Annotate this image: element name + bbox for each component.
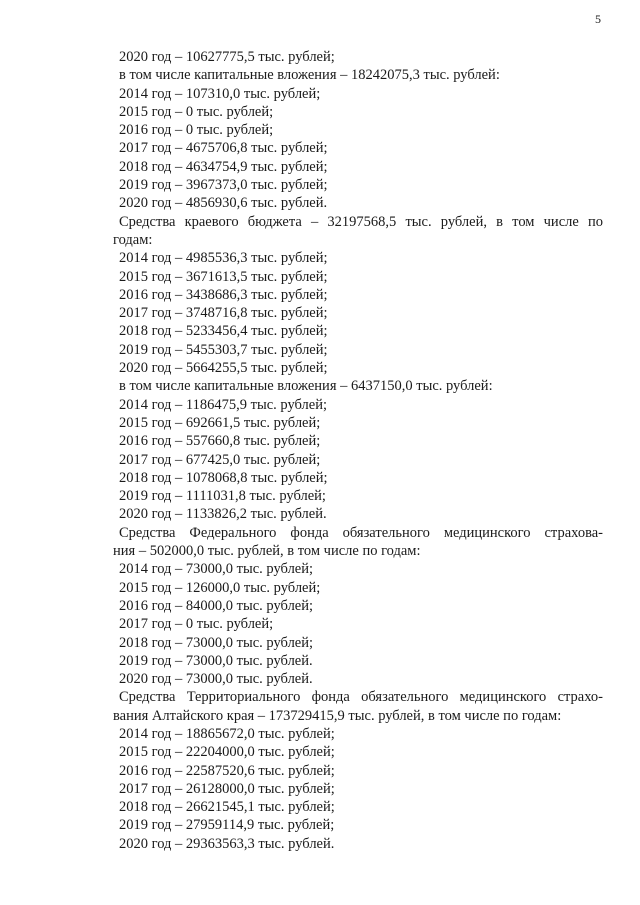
text-line: 2014 год – 1186475,9 тыс. рублей; (119, 396, 327, 413)
text-line: 2018 год – 73000,0 тыс. рублей; (119, 634, 314, 651)
text-line: 2019 год – 5455303,7 тыс. рублей; (119, 341, 328, 358)
text-line: 2016 год – 557660,8 тыс. рублей; (119, 433, 321, 450)
text-line: 2020 год – 1133826,2 тыс. рублей. (119, 506, 327, 523)
text-line: 2014 год – 18865672,0 тыс. рублей; (119, 725, 335, 742)
text-line: 2018 год – 1078068,8 тыс. рублей; (119, 469, 328, 486)
paragraph (113, 213, 603, 250)
text-line: 2015 год – 126000,0 тыс. рублей; (119, 579, 321, 596)
text-line: 2019 год – 3967373,0 тыс. рублей; (119, 177, 328, 194)
text-line: 2018 год – 4634754,9 тыс. рублей; (119, 158, 328, 175)
paragraph (113, 524, 603, 561)
text-line: 2020 год – 4856930,6 тыс. рублей. (119, 195, 328, 212)
text-line: 2015 год – 0 тыс. рублей; (119, 103, 274, 120)
text-line: 2015 год – 22204000,0 тыс. рублей; (119, 744, 335, 761)
text-line: 2016 год – 3438686,3 тыс. рублей; (119, 286, 328, 303)
text-line: 2020 год – 5664255,5 тыс. рублей; (119, 360, 328, 377)
text-line: в том числе капитальные вложения – 6437150,0 тыс. рублей: (119, 378, 493, 395)
paragraph-continuation: ния – 502000,0 тыс. рублей, в том числе по годам: (113, 543, 421, 560)
document-body (113, 48, 603, 853)
text-line: 2017 год – 26128000,0 тыс. рублей; (119, 780, 335, 797)
text-line: 2018 год – 26621545,1 тыс. рублей; (119, 799, 335, 816)
text-line: 2019 год – 27959114,9 тыс. рублей; (119, 817, 335, 834)
text-line: 2019 год – 1111031,8 тыс. рублей; (119, 488, 326, 505)
paragraph-continuation: годам: (113, 231, 153, 248)
text-line: 2015 год – 692661,5 тыс. рублей; (119, 414, 321, 431)
paragraph-continuation: вания Алтайского края – 173729415,9 тыс. рублей, в том числе по годам: (113, 707, 562, 724)
text-line: 2017 год – 4675706,8 тыс. рублей; (119, 140, 328, 157)
text-line: 2015 год – 3671613,5 тыс. рублей; (119, 268, 328, 285)
text-line: 2020 год – 10627775,5 тыс. рублей; (119, 49, 335, 65)
text-line: 2017 год – 3748716,8 тыс. рублей; (119, 305, 328, 322)
text-line: 2014 год – 73000,0 тыс. рублей; (119, 561, 314, 578)
text-line: 2020 год – 73000,0 тыс. рублей. (119, 671, 313, 688)
page-number: 5 (595, 12, 601, 26)
paragraph-first-line: Средства краевого бюджета – 32197568,5 тыс. рублей, в том числе по (119, 213, 603, 230)
text-line: 2016 год – 84000,0 тыс. рублей; (119, 597, 314, 614)
text-line: 2017 год – 677425,0 тыс. рублей; (119, 451, 321, 468)
paragraph-first-line: Средства Территориального фонда обязательного медицинского страхо- (119, 689, 603, 706)
text-line: 2018 год – 5233456,4 тыс. рублей; (119, 323, 328, 340)
paragraph-first-line: Средства Федерального фонда обязательного медицинского страхова- (119, 524, 603, 541)
text-line: 2020 год – 29363563,3 тыс. рублей. (119, 835, 335, 852)
text-line: 2016 год – 22587520,6 тыс. рублей; (119, 762, 335, 779)
text-line: 2016 год – 0 тыс. рублей; (119, 122, 274, 139)
text-line: 2019 год – 73000,0 тыс. рублей. (119, 652, 313, 669)
text-line: 2014 год – 107310,0 тыс. рублей; (119, 85, 321, 102)
text-line: 2014 год – 4985536,3 тыс. рублей; (119, 250, 328, 267)
paragraph (113, 688, 603, 725)
text-line: в том числе капитальные вложения – 18242075,3 тыс. рублей: (119, 67, 500, 84)
text-line: 2017 год – 0 тыс. рублей; (119, 616, 274, 633)
